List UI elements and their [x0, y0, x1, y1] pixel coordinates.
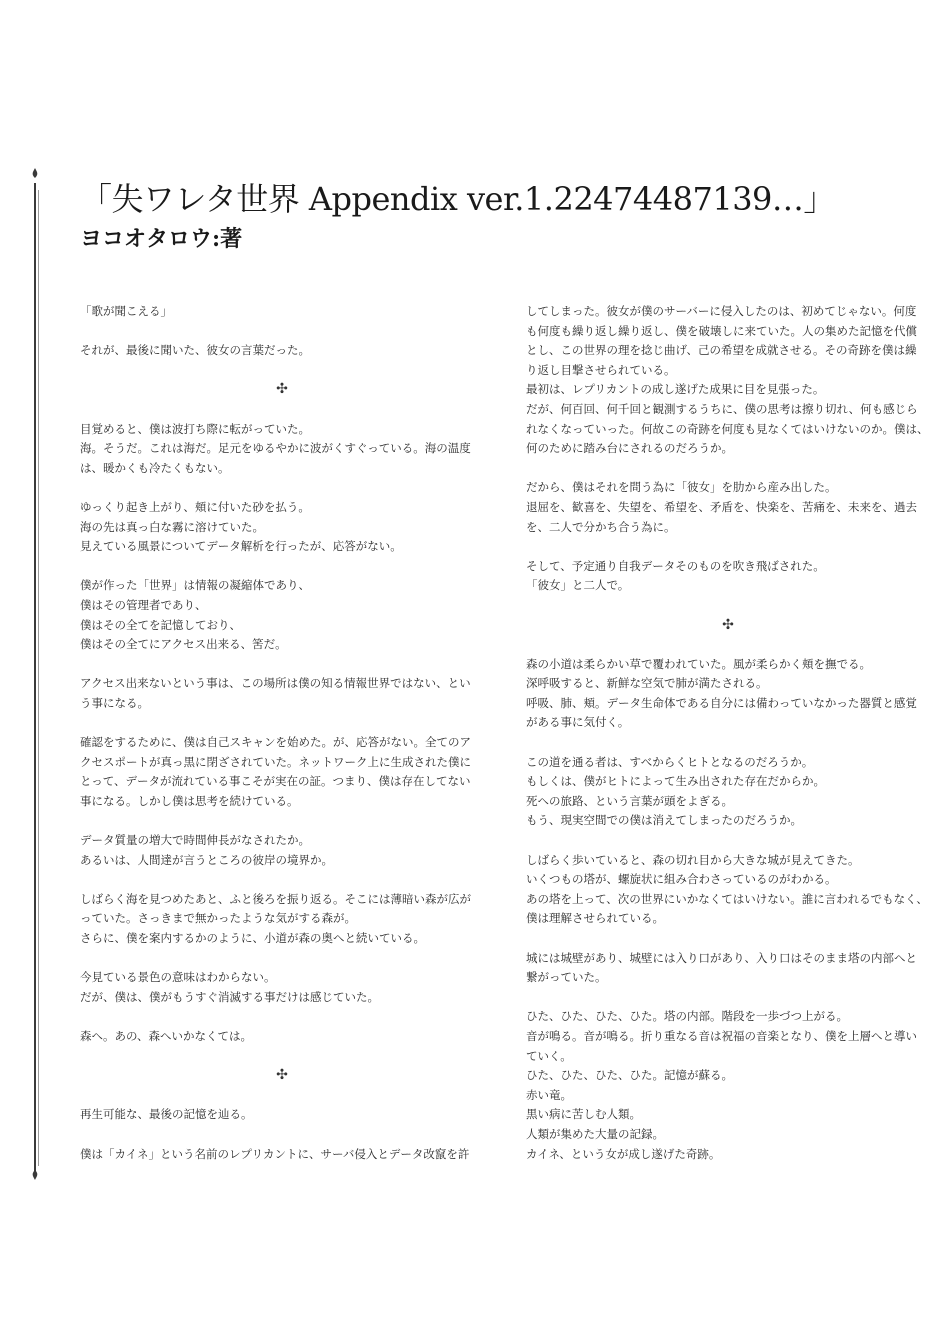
paragraph [80, 831, 484, 870]
text-line: 僕が作った「世界」は情報の凝縮体であり、 [80, 578, 310, 593]
text-line: 確認をするために、僕は自己スキャンを始めた。が、応答がない。全てのア [80, 735, 471, 750]
text-line: しばらく歩いていると、森の切れ目から大きな城が見えてきた。 [526, 852, 860, 867]
text-line: 人類が集めた大量の記録。 [526, 1126, 664, 1141]
paragraph [526, 851, 930, 929]
text-line: だから、僕はそれを問う為に「彼女」を肋から産み出した。 [526, 480, 837, 495]
text-line: 僕はその全てを記憶しており、 [80, 617, 241, 632]
text-line: 見えている風景についてデータ解析を行ったが、応答がない。 [80, 539, 402, 554]
text-line: 何のために踏み台にされるのだろうか。 [526, 441, 733, 456]
text-line: 死への旅路、という言葉が頭をよぎる。 [526, 793, 733, 808]
text-line: 僕はその全てにアクセス出来る、筈だ。 [80, 637, 287, 652]
text-line: 僕はその管理者であり、 [80, 597, 207, 612]
paragraph [80, 733, 484, 811]
text-line: 深呼吸すると、新鮮な空気で肺が満たされる。 [526, 676, 768, 691]
text-line: 黒い病に苦しむ人類。 [526, 1107, 641, 1122]
text-line: 「彼女」と二人で。 [526, 578, 630, 593]
paragraph [80, 498, 484, 557]
paragraph [80, 1105, 484, 1125]
text-line: ひた、ひた、ひた、ひた。記憶が蘇る。 [526, 1068, 733, 1083]
text-line: だが、何百回、何千回と観測するうちに、僕の思考は擦り切れ、何も感じら [526, 401, 918, 416]
text-column-right [526, 302, 930, 1184]
text-line: 目覚めると、僕は波打ち際に転がっていた。 [80, 421, 310, 436]
text-line: クセスポートが真っ黒に閉ざされていた。ネットワーク上に生成された僕に [80, 754, 471, 769]
text-line: 海。そうだ。これは海だ。足元をゆるやかに波がくすぐっている。海の温度 [80, 441, 471, 456]
paragraph [80, 1027, 484, 1047]
text-line: 赤い竜。 [526, 1087, 572, 1102]
paragraph [80, 1145, 484, 1165]
section-separator-icon: ✣ [722, 616, 734, 633]
text-line: り返し目撃させられている。 [526, 362, 676, 377]
text-line: 最初は、レプリカントの成し遂げた成果に目を見張った。 [526, 382, 825, 397]
text-line: 城には城壁があり、城壁には入り口があり、入り口はそのまま塔の内部へと [526, 950, 917, 965]
text-line: ゆっくり起き上がり、頬に付いた砂を払う。 [80, 499, 310, 514]
text-line: も何度も繰り返し繰り返し、僕を破壊しに来ていた。人の集めた記憶を代償 [526, 323, 917, 338]
paragraph [80, 302, 484, 322]
text-line: っていた。さっきまで無かったような気がする森が。 [80, 911, 356, 926]
text-line: いくつもの塔が、螺旋状に組み合わさっているのがわかる。 [526, 872, 837, 887]
paragraph [80, 341, 484, 361]
text-line: 音が鳴る。音が鳴る。折り重なる音は祝福の音楽となり、僕を上層へと導い [526, 1028, 917, 1043]
border-ornament-bottom-icon [27, 1164, 43, 1180]
text-line: とって、データが流れている事こそが実在の証。つまり、僕は存在してない [80, 774, 471, 789]
text-line: ていく。 [526, 1048, 572, 1063]
paragraph [526, 557, 930, 596]
paragraph [80, 674, 484, 713]
text-line: あるいは、人間達が言うところの彼岸の境界か。 [80, 852, 333, 867]
text-line: がある事に気付く。 [526, 715, 630, 730]
text-line: しばらく海を見つめたあと、ふと後ろを振り返る。そこには薄暗い森が広が [80, 891, 471, 906]
text-line: この道を通る者は、すべからくヒトとなるのだろうか。 [526, 754, 814, 769]
text-line: を、二人で分かち合う為に。 [526, 519, 676, 534]
paragraph [80, 420, 484, 479]
paragraph [80, 890, 484, 949]
text-column-left [80, 302, 484, 1184]
text-line: さらに、僕を案内するかのように、小道が森の奥へと続いている。 [80, 931, 425, 945]
text-line: 事になる。しかし僕は思考を続けている。 [80, 793, 299, 808]
text-line: もう、現実空間での僕は消えてしまったのだろうか。 [526, 813, 802, 828]
page-border-line [34, 183, 36, 1173]
page-border-inner-line [38, 190, 39, 1166]
paragraph [526, 949, 930, 988]
text-line: 森へ。あの、森へいかなくては。 [80, 1028, 253, 1043]
text-line: 再生可能な、最後の記憶を辿る。 [80, 1107, 253, 1122]
text-line: とし、この世界の理を捻じ曲げ、己の希望を成就させる。その奇跡を僕は繰 [526, 343, 917, 358]
text-line: データ質量の増大で時間伸長がなされたか。 [80, 833, 310, 848]
text-line: そして、予定通り自我データそのものを吹き飛ばされた。 [526, 558, 825, 573]
text-line: それが、最後に聞いた、彼女の言葉だった。 [80, 343, 310, 358]
text-line: してしまった。彼女が僕のサーバーに侵入したのは、初めてじゃない。何度 [526, 304, 917, 318]
text-line: だが、僕は、僕がもうすぐ消滅する事だけは感じていた。 [80, 989, 379, 1004]
text-line: 森の小道は柔らかい草で覆われていた。風が柔らかく頬を撫でる。 [526, 656, 871, 671]
text-line: れなくなっていった。何故この奇跡を何度も見なくてはいけないのか。僕は、 [526, 421, 929, 436]
text-line: 繋がっていた。 [526, 970, 607, 985]
paragraph [526, 478, 930, 537]
paragraph [526, 302, 930, 459]
text-line: あの塔を上って、次の世界にいかなくてはいけない。誰に言われるでもなく、 [526, 891, 928, 906]
text-line: 海の先は真っ白な霧に溶けていた。 [80, 519, 264, 534]
text-line: 今見ている景色の意味はわからない。 [80, 970, 276, 985]
text-line: 僕は理解させられている。 [526, 911, 664, 926]
border-ornament-top-icon [27, 168, 43, 184]
text-line: カイネ、という女が成し遂げた奇跡。 [526, 1146, 721, 1161]
text-line: は、暖かくも冷たくもない。 [80, 460, 230, 475]
article-author: ヨコオタロウ:著 [80, 226, 243, 252]
text-line: う事になる。 [80, 695, 149, 710]
article-title: 「失ワレタ世界 Appendix ver.1.22474487139…」 [80, 180, 835, 218]
text-line: ひた、ひた、ひた、ひた。塔の内部。階段を一歩づつ上がる。 [526, 1009, 848, 1024]
text-line: 呼吸、肺、頬。データ生命体である自分には備わっていなかった器質と感覚 [526, 695, 917, 710]
section-separator-icon: ✣ [276, 381, 288, 398]
text-line: 「歌が聞こえる」 [80, 304, 172, 318]
paragraph [526, 1007, 930, 1164]
paragraph [526, 655, 930, 733]
paragraph [80, 968, 484, 1007]
text-line: 僕は「カイネ」という名前のレプリカントに、サーバ侵入とデータ改竄を許 [80, 1146, 470, 1161]
section-separator-icon: ✣ [276, 1067, 288, 1084]
text-line: もしくは、僕がヒトによって生み出された存在だからか。 [526, 774, 825, 789]
text-line: 退屈を、歓喜を、失望を、希望を、矛盾を、快楽を、苦痛を、未来を、過去 [526, 499, 917, 514]
paragraph [80, 576, 484, 654]
text-line: アクセス出来ないという事は、この場所は僕の知る情報世界ではない、とい [80, 676, 471, 691]
paragraph [526, 753, 930, 831]
